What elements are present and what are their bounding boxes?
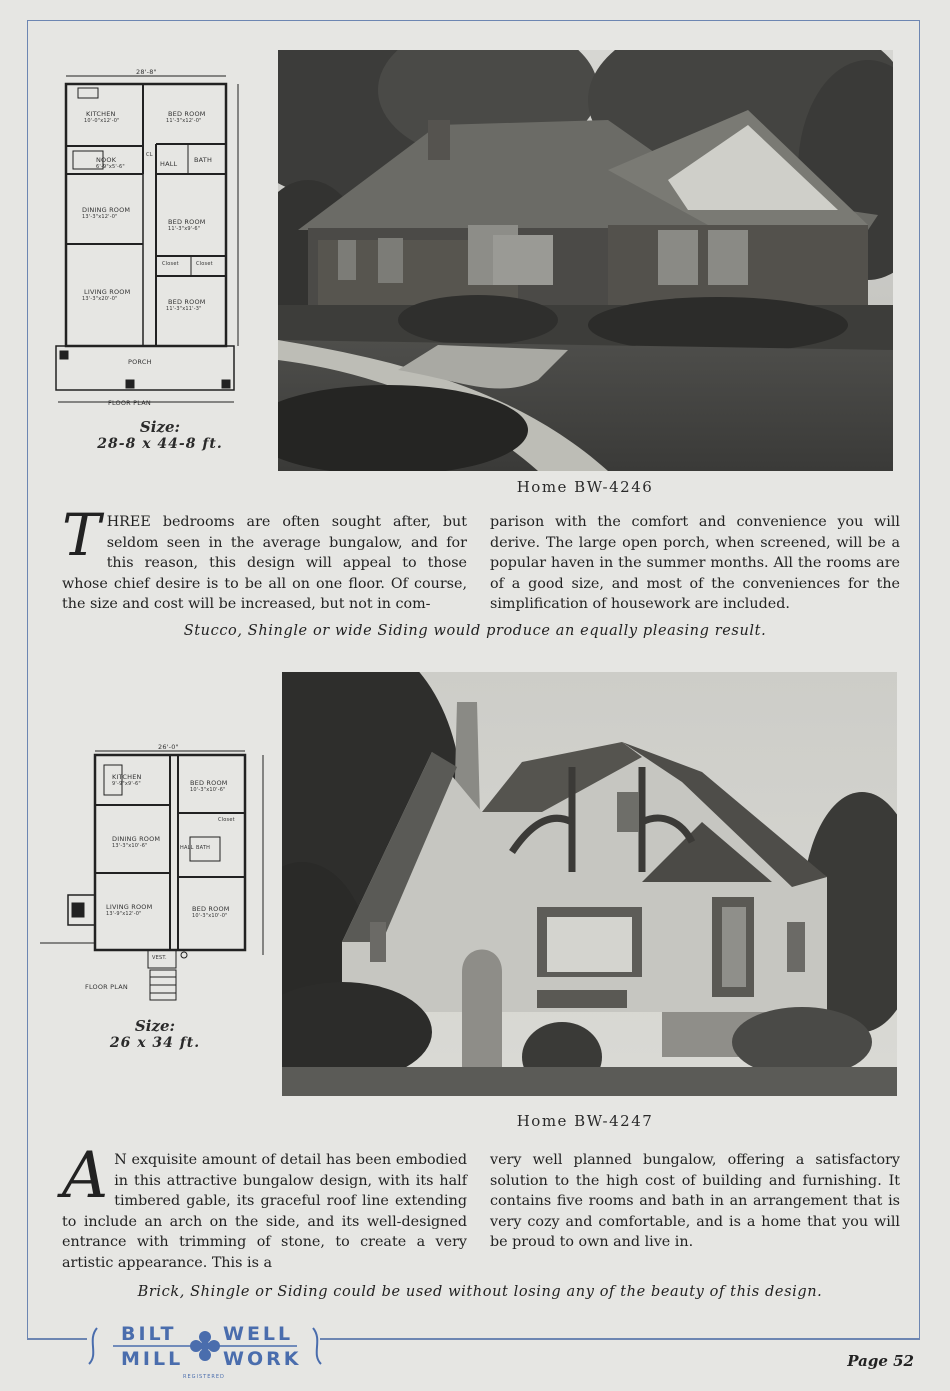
plan-room-kitchen-dims: 9'-9"x9'-6" [112,781,141,787]
plan-room-vest: VEST. [152,955,167,961]
photo-home-bw4246 [278,50,893,471]
description-col2-bw4246 [490,512,900,615]
plan-room-closet-b: Closet [196,261,213,267]
plan-room-bedroom-1: BED ROOM [190,779,228,787]
plan-dim-width: 28'-8" [136,68,157,76]
plan-room-bedroom-2-dims: 10'-3"x10'-0" [192,913,228,919]
description-col1-bw4246 [62,501,467,615]
plan-room-dining-dims: 13'-3"x10'-6" [112,843,148,849]
plan-room-living: LIVING ROOM [84,288,131,296]
plan-room-hall: HALL [180,845,194,851]
description-col2-bw4247 [490,1150,900,1253]
plan-room-bedroom-1-dims: 10'-3"x10'-6" [190,787,226,793]
bottom-rule-left [27,1338,87,1340]
description-text-1: N exquisite amount of detail has been embodied in this attractive bungalow design, with its half timbered gable, its graceful roof line extending to include an arch on the side, and its well-designed entrance with trimming of stone, to create a very artistic appearance. This is a [62,1152,467,1271]
plan-room-living-dims: 13'-9"x12'-0" [106,911,142,917]
logo-word-well: WELL [223,1323,294,1345]
size-value: 26 x 34 ft. [109,1035,201,1051]
description-text-2: parison with the comfort and convenience you will derive. The large open porch, when screened, will be a popular haven in the summer months. All the rooms are of a good size, and most of the conveniences for the simplification of housework are included. [490,514,900,612]
biltwell-millwork-logo [85,1320,325,1382]
plan-room-bath: BATH [196,845,211,851]
size-value: 28-8 x 44-8 ft. [97,436,223,452]
photo-home-bw4247 [282,672,897,1096]
plan-room-kitchen-dims: 10'-0"x12'-0" [84,118,120,124]
plan-room-closet: Closet [218,817,235,823]
plan-room-living-dims: 13'-3"x20'-0" [82,296,118,302]
floor-plan-bw4247 [40,745,270,1007]
plan-room-bedroom-2-dims: 11'-3"x9'-6" [168,226,201,232]
plan-room-bedroom-2: BED ROOM [168,218,206,226]
bottom-rule-right [320,1338,920,1340]
plan-room-dining-dims: 13'-3"x12'-0" [82,214,118,220]
floor-plan-bw4246 [48,66,254,416]
plan-room-bath: BATH [194,156,213,164]
plan-floor-plan-label: FLOOR PLAN [85,983,128,991]
logo-word-mill: MILL [121,1348,184,1370]
size-block-bw4246 [60,418,260,452]
logo-word-bilt: BILT [121,1323,177,1345]
plan-room-closet-cl: CL [146,152,153,158]
plan-room-closet-a: Closet [162,261,179,267]
plan-room-porch: PORCH [128,358,152,366]
plan-room-dining: DINING ROOM [112,835,161,843]
plan-room-nook-dims: 6'-9"x5'-6" [96,164,125,170]
dropcap-a: A [62,1139,109,1213]
plan-room-kitchen: KITCHEN [112,773,142,781]
plan-room-nook: NOOK [96,156,117,164]
page-number: Page 52 [847,1352,914,1370]
plan-room-dining: DINING ROOM [82,206,131,214]
plan-dim-width: 26'-0" [158,743,179,751]
logo-registered: REGISTERED [183,1374,225,1380]
size-block-bw4247 [55,1017,255,1051]
description-text-2: very well planned bungalow, offering a satisfactory solution to the high cost of building and furnishing. It contains five rooms and bath in an arrangement that is very cozy and comfortable, and is a home that you will be proud to own and live in. [490,1152,900,1250]
dropcap-t: T [62,501,101,569]
plan-room-living: LIVING ROOM [106,903,153,911]
material-note-bw4246: Stucco, Shingle or wide Siding would produce an equally pleasing result. [183,623,767,639]
size-title: Size: [139,418,181,436]
plan-room-bedroom-3: BED ROOM [168,298,206,306]
material-note-bw4247: Brick, Shingle or Siding could be used without losing any of the beauty of this design. [137,1284,823,1300]
plan-room-kitchen: KITCHEN [86,110,116,118]
plan-room-bedroom-1: BED ROOM [168,110,206,118]
caption-bw4246: Home BW-4246 [516,478,654,496]
description-col1-bw4247 [62,1139,467,1273]
plan-room-bedroom-2: BED ROOM [192,905,230,913]
logo-word-work: WORK [223,1348,302,1370]
size-title: Size: [134,1017,176,1035]
plan-floor-plan-label: FLOOR PLAN [108,399,151,407]
description-text-1: HREE bedrooms are often sought after, but seldom seen in the average bungalow, and for this reason, this design will appeal to those whose chief desire is to be all on one floor. Of course, the size and cost will be increased, but not in com- [62,514,467,612]
plan-room-hall: HALL [160,160,178,168]
caption-bw4247: Home BW-4247 [516,1112,654,1130]
plan-room-bedroom-3-dims: 11'-3"x11'-3" [166,306,202,312]
plan-room-bedroom-1-dims: 11'-3"x12'-0" [166,118,202,124]
